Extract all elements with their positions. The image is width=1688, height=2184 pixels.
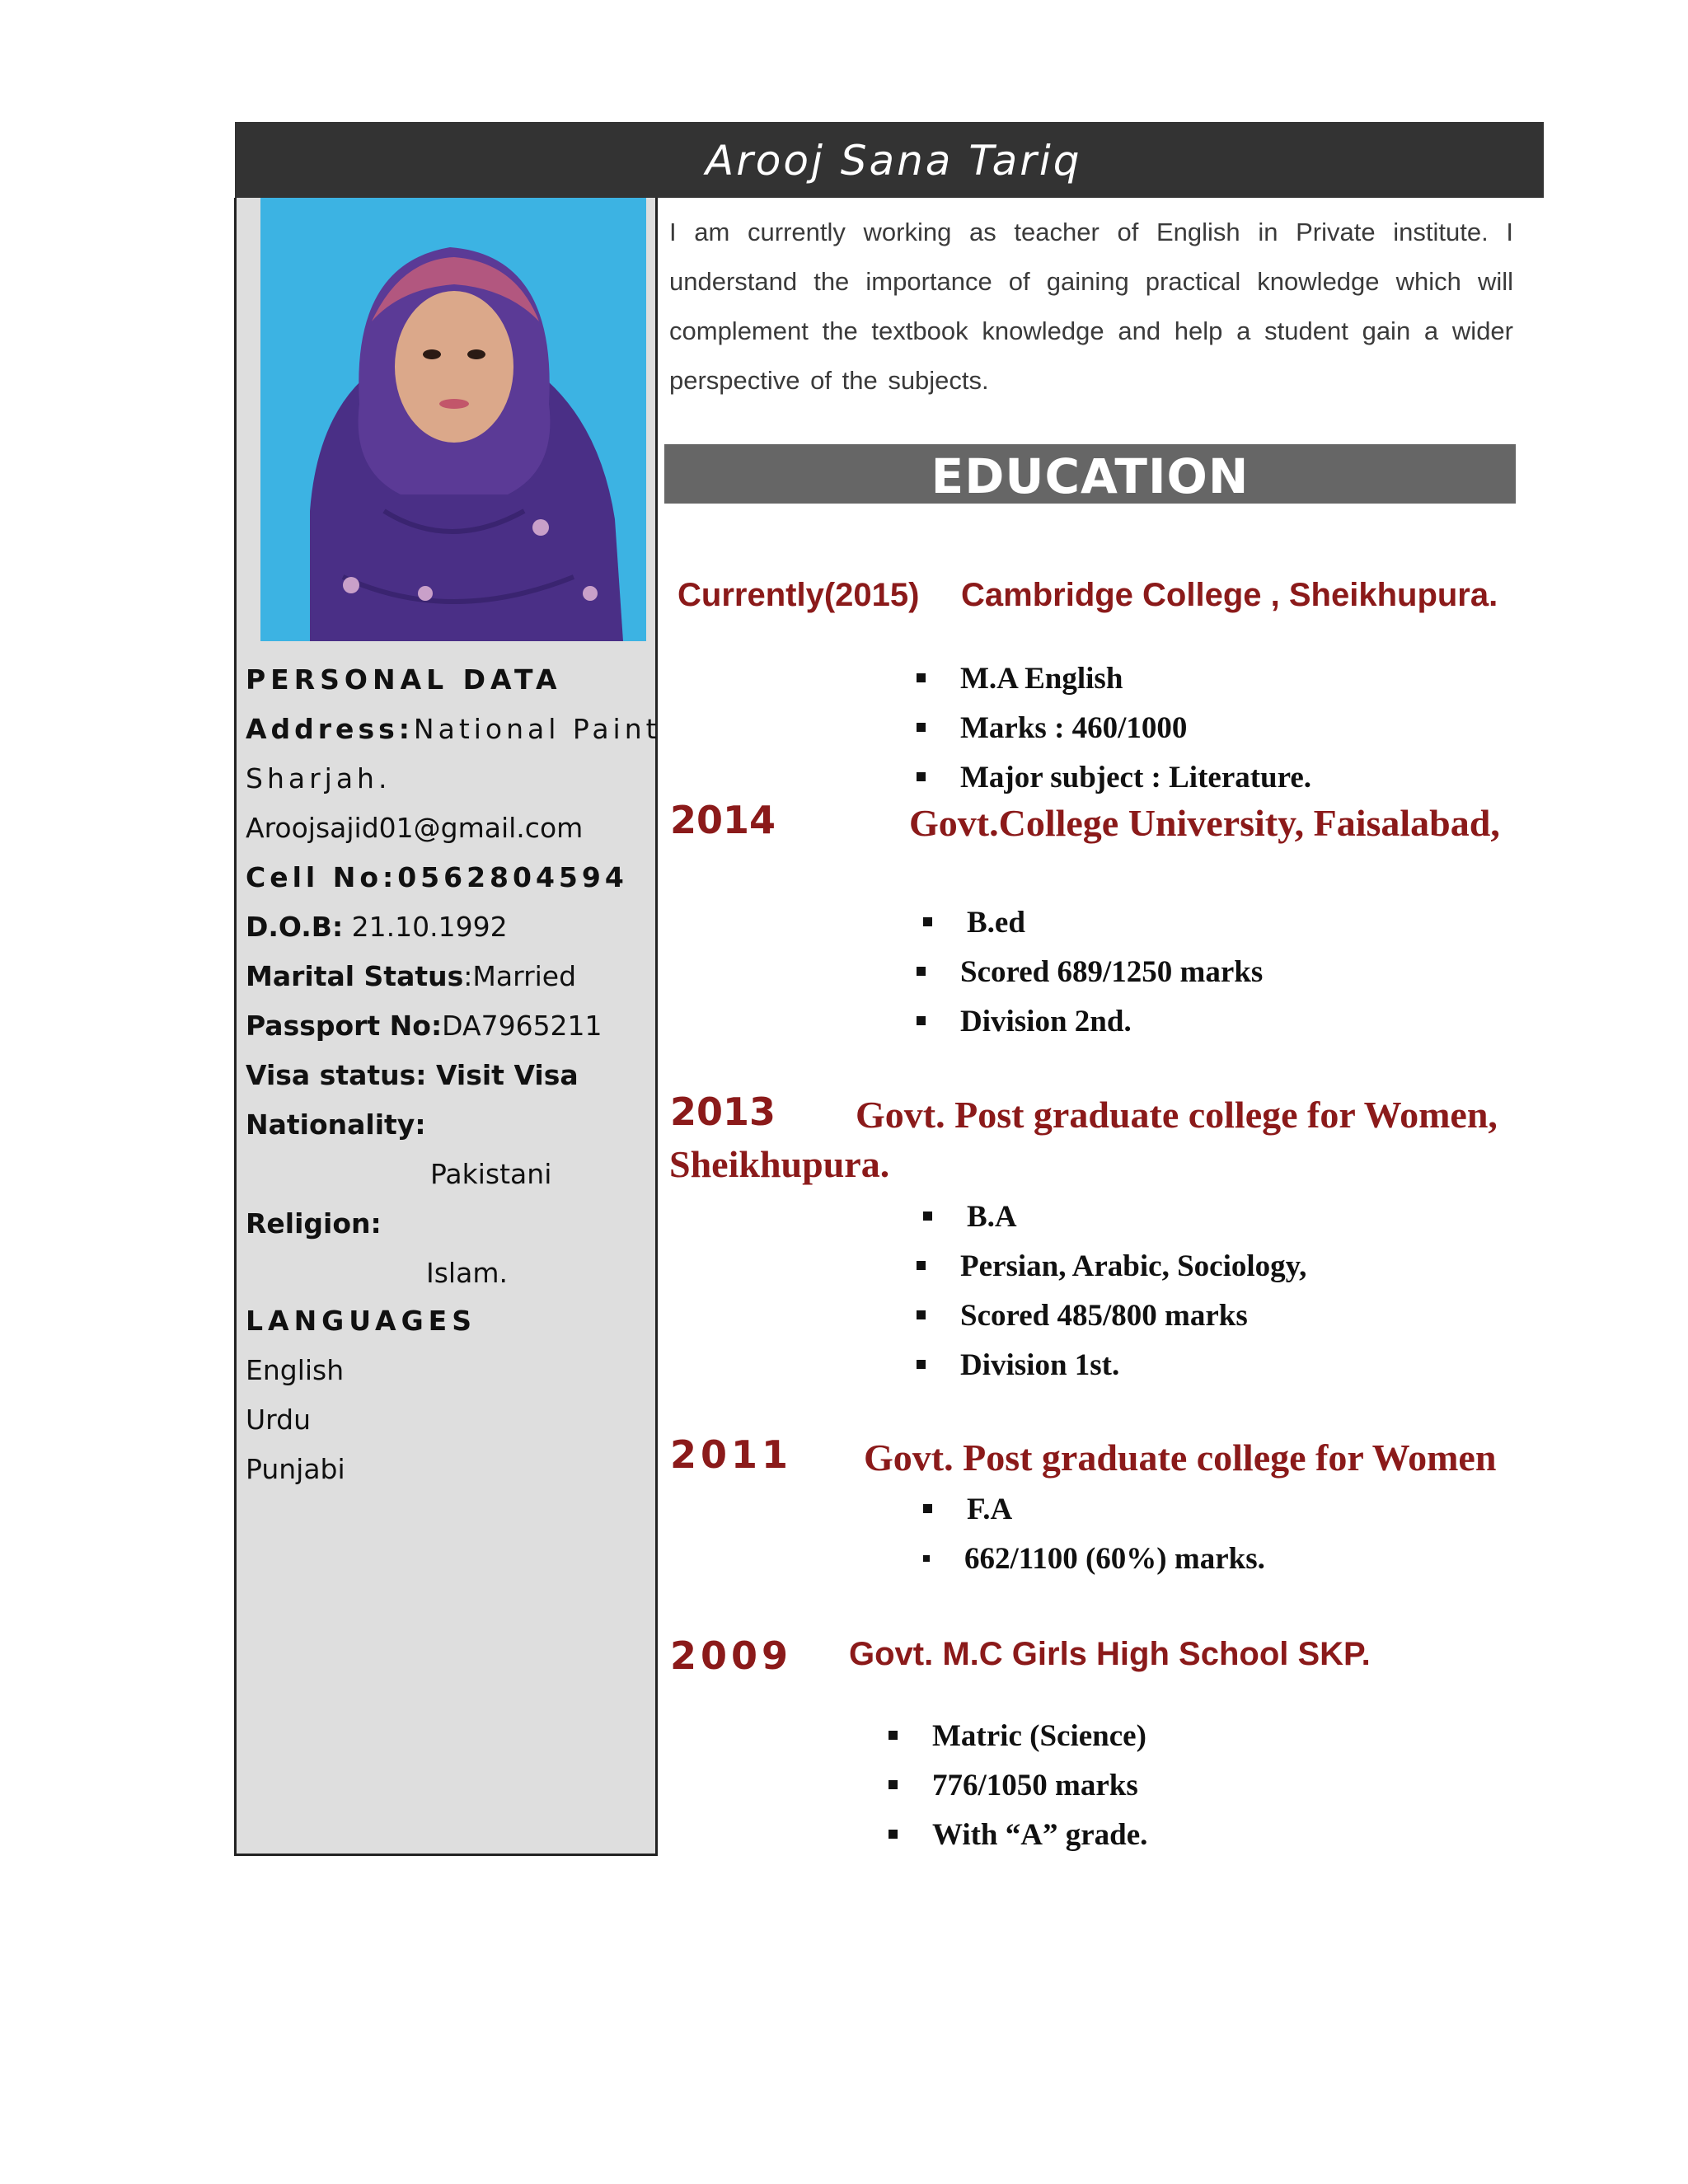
nationality-value: Pakistani (430, 1158, 552, 1190)
bullet-square-icon (917, 1016, 926, 1025)
education-item: Division 1st. (917, 1347, 1119, 1383)
profile-photo (260, 198, 646, 641)
education-item: B.ed (923, 905, 1025, 940)
education-year: Currently(2015) (678, 577, 920, 613)
education-year: 2014 (670, 798, 776, 842)
address-line-2: Sharjah. (246, 762, 392, 794)
bullet-square-icon (917, 772, 926, 781)
bullet-square-icon (923, 1504, 932, 1513)
education-item: F.A (923, 1492, 1012, 1527)
bullet-square-icon (917, 1360, 926, 1369)
education-heading: EDUCATION (931, 448, 1250, 504)
email-text: Aroojsajid01@gmail.com (246, 812, 584, 844)
education-item: Scored 485/800 marks (917, 1298, 1248, 1333)
bullet-square-icon (917, 673, 926, 682)
personal-data-heading: PERSONAL DATA (246, 663, 562, 696)
bullet-square-icon (917, 967, 926, 976)
dob-value: 21.10.1992 (351, 911, 508, 943)
languages-heading: LANGUAGES (246, 1305, 476, 1337)
passport-value: DA7965211 (442, 1010, 603, 1042)
religion-label: Religion: (246, 1207, 382, 1240)
nationality-label: Nationality: (246, 1108, 426, 1141)
bullet-square-icon (889, 1731, 898, 1740)
profile-photo-illustration (260, 198, 646, 641)
education-year: 2013 (670, 1090, 776, 1134)
dob-line (246, 911, 508, 943)
education-item: Marks : 460/1000 (917, 710, 1187, 746)
bullet-square-icon (889, 1830, 898, 1839)
profile-summary: I am currently working as teacher of English in Private institute. I understand the importance of gaining practical knowledge which will complement the textbook knowledge and help a student gain a wider perspective of the subjects. (669, 218, 1513, 395)
language-item: Urdu (246, 1404, 312, 1436)
education-item: With “A” grade. (889, 1817, 1147, 1853)
language-item: Punjabi (246, 1453, 345, 1485)
education-year: 2009 (670, 1633, 793, 1678)
dob-label: D.O.B: (246, 911, 344, 943)
passport-label: Passport No: (246, 1010, 443, 1042)
education-institution: Govt. M.C Girls High School SKP. (849, 1636, 1371, 1672)
education-institution: Govt.College University, Faisalabad, (909, 802, 1500, 844)
education-item: M.A English (917, 661, 1123, 696)
bullet-square-icon (917, 1261, 926, 1270)
language-item: English (246, 1354, 345, 1386)
address-value: National Paint (413, 713, 661, 745)
address-label: Address: (246, 713, 414, 745)
visa-status: Visa status: Visit Visa (246, 1059, 579, 1091)
bullet-square-icon (917, 1310, 926, 1319)
education-institution: Govt. Post graduate college for Women (864, 1436, 1497, 1479)
education-item: B.A (923, 1199, 1017, 1235)
education-institution: Cambridge College , Sheikhupura. (961, 577, 1498, 613)
bullet-square-icon (923, 1212, 932, 1221)
bullet-square-icon (923, 1555, 930, 1562)
education-item: 662/1100 (60%) marks. (923, 1541, 1265, 1577)
education-institution-line-2: Sheikhupura. (669, 1143, 890, 1185)
marital-label: Marital Status (246, 960, 464, 992)
bullet-square-icon (917, 723, 926, 732)
education-institution: Govt. Post graduate college for Women, (856, 1094, 1498, 1136)
address-line-1 (246, 713, 661, 745)
bullet-square-icon (889, 1780, 898, 1789)
education-item: Major subject : Literature. (917, 760, 1311, 795)
cell-number: Cell No:0562804594 (246, 861, 628, 893)
bullet-square-icon (923, 917, 932, 926)
education-item: Matric (Science) (889, 1718, 1146, 1754)
education-item: Persian, Arabic, Sociology, (917, 1249, 1306, 1284)
education-item: 776/1050 marks (889, 1768, 1138, 1803)
marital-value: :Married (463, 960, 577, 992)
education-year: 2011 (670, 1432, 793, 1477)
marital-line (246, 960, 576, 992)
education-item: Division 2nd. (917, 1004, 1132, 1039)
candidate-name: Arooj Sana Tariq (706, 137, 1082, 185)
religion-value: Islam. (426, 1257, 508, 1289)
education-item: Scored 689/1250 marks (917, 954, 1263, 990)
passport-line (246, 1010, 603, 1042)
